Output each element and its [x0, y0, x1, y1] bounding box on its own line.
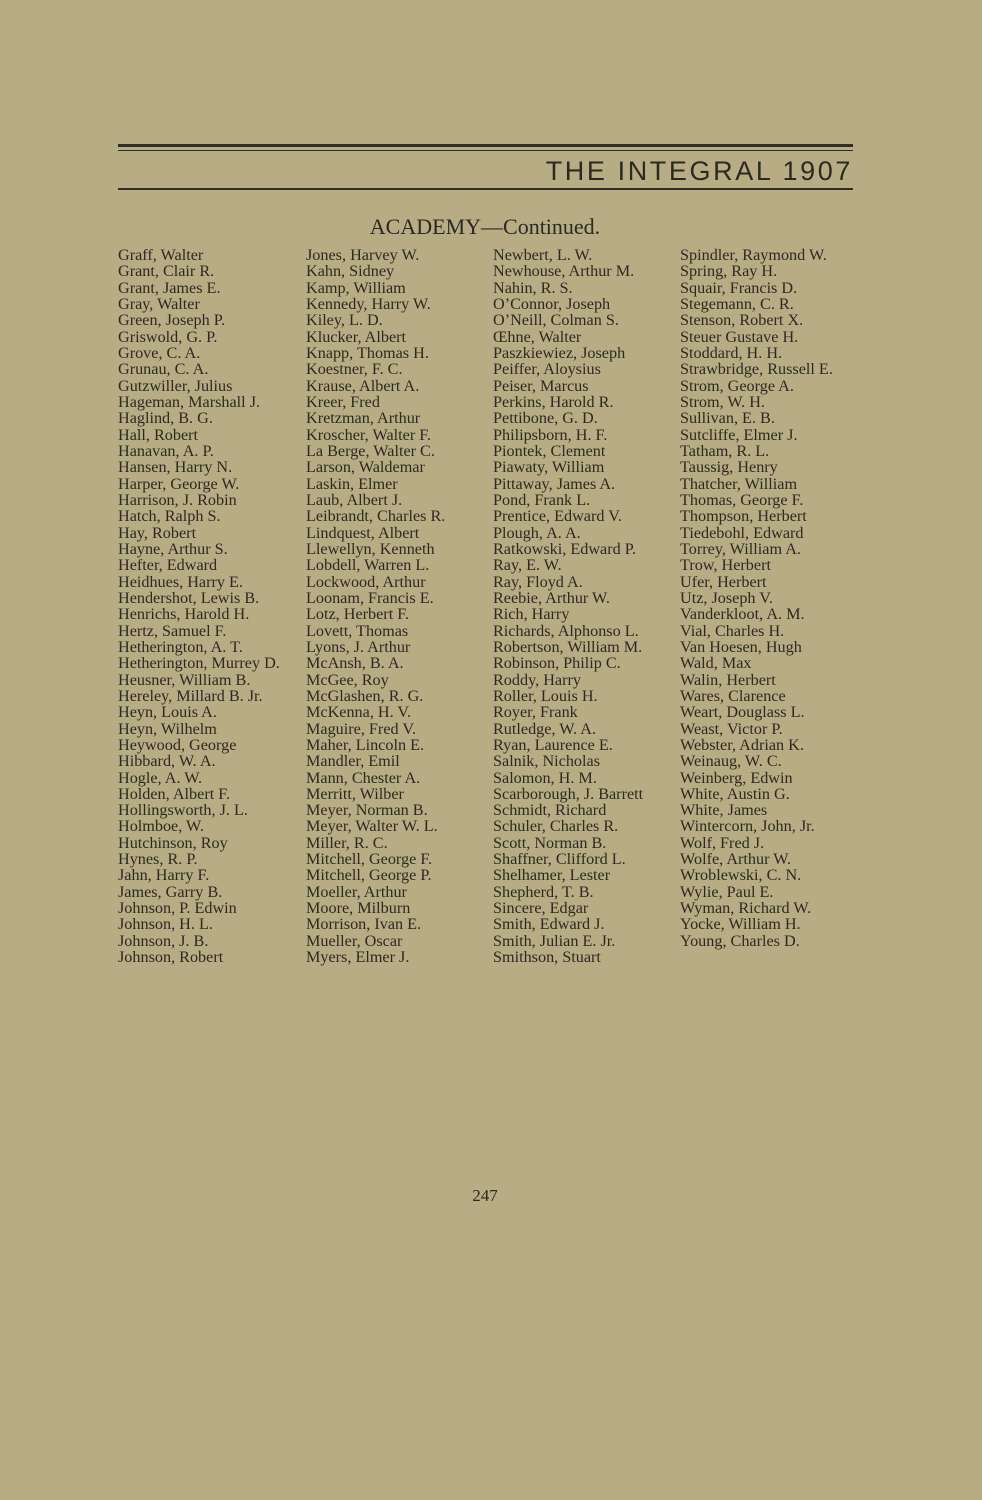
name-entry: Smith, Edward J. — [493, 915, 605, 934]
name-entry: Koestner, F. C. — [306, 360, 403, 379]
name-entry: Salnik, Nicholas — [493, 752, 601, 771]
name-entry: Pittaway, James A. — [493, 474, 616, 493]
name-entry: Plough, A. A. — [493, 523, 581, 542]
name-entry: Ryan, Laurence E. — [493, 735, 613, 754]
name-entry: Merritt, Wilber — [306, 784, 404, 803]
name-entry: Klucker, Albert — [306, 327, 407, 346]
name-entry: Harper, George W. — [118, 474, 240, 493]
name-entry: Mueller, Oscar — [306, 931, 403, 950]
name-entry: Weast, Victor P. — [680, 719, 783, 738]
name-entry: Kretzman, Arthur — [306, 409, 421, 428]
name-entry: McGee, Roy — [306, 670, 389, 689]
name-entry: Lindquest, Albert — [306, 523, 420, 542]
name-entry: Laskin, Elmer — [306, 474, 398, 493]
name-entry: Yocke, William H. — [680, 915, 801, 934]
name-entry: Utz, Joseph V. — [680, 588, 773, 607]
name-entry: Vanderkloot, A. M. — [680, 605, 805, 624]
name-entry: Robertson, William M. — [493, 637, 643, 656]
name-entry: Richards, Alphonso L. — [493, 621, 639, 640]
name-entry: Llewellyn, Kenneth — [306, 539, 435, 558]
name-entry: Sutcliffe, Elmer J. — [680, 425, 798, 444]
name-entry: Strom, George A. — [680, 376, 794, 395]
name-entry: Schuler, Charles R. — [493, 817, 619, 836]
name-entry: Torrey, William A. — [680, 539, 801, 558]
name-entry: Wyman, Richard W. — [680, 899, 812, 918]
name-entry: Jahn, Harry F. — [118, 866, 210, 885]
name-entry: Maguire, Fred V. — [306, 719, 417, 738]
name-entry: Lobdell, Warren L. — [306, 556, 430, 575]
name-entry: Stoddard, H. H. — [680, 343, 783, 362]
name-entry: Prentice, Edward V. — [493, 507, 622, 526]
name-entry: Mann, Chester A. — [306, 768, 421, 787]
name-entry: O’Connor, Joseph — [493, 294, 611, 313]
name-entry: Sincere, Edgar — [493, 899, 589, 918]
name-entry: Weart, Douglass L. — [680, 703, 805, 722]
name-entry: Ray, E. W. — [493, 556, 562, 575]
name-entry: Heyn, Louis A. — [118, 703, 217, 722]
name-entry: Roddy, Harry — [493, 670, 581, 689]
name-entry: Graff, Walter — [118, 246, 204, 264]
name-entry: Ray, Floyd A. — [493, 572, 583, 591]
name-entry: Ufer, Herbert — [680, 572, 767, 591]
name-entry: Krause, Albert A. — [306, 376, 420, 395]
name-entry: Morrison, Ivan E. — [306, 915, 422, 934]
name-entry: Shaffner, Clifford L. — [493, 850, 626, 869]
name-entry: Hynes, R. P. — [118, 850, 198, 869]
name-entry: Scott, Norman B. — [493, 833, 607, 852]
name-entry: Wylie, Paul E. — [680, 882, 774, 901]
name-entry: Laub, Albert J. — [306, 490, 403, 509]
page-number: 247 — [472, 1186, 498, 1205]
name-entry: Pond, Frank L. — [493, 490, 591, 509]
name-entry: Mitchell, George P. — [306, 866, 432, 885]
name-entry: James, Garry B. — [118, 882, 223, 901]
name-entry: Smith, Julian E. Jr. — [493, 931, 616, 950]
name-entry: Newbert, L. W. — [493, 246, 593, 264]
name-entry: La Berge, Walter C. — [306, 441, 435, 460]
name-entry: Piontek, Clement — [493, 441, 606, 460]
name-entry: Heusner, William B. — [118, 670, 251, 689]
name-entry: Hutchinson, Roy — [118, 833, 228, 852]
name-entry: Royer, Frank — [493, 703, 578, 722]
name-entry: Jones, Harvey W. — [306, 246, 420, 264]
name-entry: Kreer, Fred — [306, 392, 380, 411]
name-entry: Spindler, Raymond W. — [680, 246, 827, 264]
name-entry: Miller, R. C. — [306, 833, 388, 852]
name-entry: Salomon, H. M. — [493, 768, 597, 787]
name-entry: Tatham, R. L. — [680, 441, 770, 460]
name-entry: Weinberg, Edwin — [680, 768, 793, 787]
name-entry: Van Hoesen, Hugh — [680, 637, 802, 656]
name-entry: O’Neill, Colman S. — [493, 311, 619, 330]
name-entry: Strom, W. H. — [680, 392, 765, 411]
name-entry: Thompson, Herbert — [680, 507, 807, 526]
name-entry: Shelhamer, Lester — [493, 866, 611, 885]
name-entry: Smithson, Stuart — [493, 948, 601, 967]
name-entry: Myers, Elmer J. — [306, 948, 410, 967]
name-entry: Webster, Adrian K. — [680, 735, 804, 754]
name-entry: Grant, James E. — [118, 278, 221, 297]
name-entry: Hayne, Arthur S. — [118, 539, 228, 558]
name-entry: Shepherd, T. B. — [493, 882, 594, 901]
name-entry: Harrison, J. Robin — [118, 490, 237, 509]
name-entry: Wald, Max — [680, 654, 752, 673]
name-entry: Leibrandt, Charles R. — [306, 507, 446, 526]
name-entry: Hageman, Marshall J. — [118, 392, 261, 411]
section-heading: ACADEMY—Continued. — [369, 214, 601, 239]
name-entry: Thatcher, William — [680, 474, 798, 493]
name-entry: Hogle, A. W. — [118, 768, 203, 787]
name-entry: Paszkiewiez, Joseph — [493, 343, 626, 362]
name-entry: White, James — [680, 801, 768, 820]
name-entry: Roller, Louis H. — [493, 686, 598, 705]
name-entry: Johnson, J. B. — [118, 931, 209, 950]
name-entry: Holmboe, W. — [118, 817, 204, 836]
name-entry: Hanavan, A. P. — [118, 441, 214, 460]
name-entry: Kroscher, Walter F. — [306, 425, 432, 444]
name-entry: Wroblewski, C. N. — [680, 866, 802, 885]
name-entry: Heywood, George — [118, 735, 237, 754]
name-column-4 — [680, 247, 833, 949]
name-entry: Knapp, Thomas H. — [306, 343, 429, 362]
name-entry: Philipsborn, H. F. — [493, 425, 608, 444]
name-entry: Hay, Robert — [118, 523, 197, 542]
name-entry: Kennedy, Harry W. — [306, 294, 431, 313]
name-entry: Hertz, Samuel F. — [118, 621, 227, 640]
name-entry: Hibbard, W. A. — [118, 752, 216, 771]
name-entry: Grant, Clair R. — [118, 262, 215, 281]
name-entry: Hall, Robert — [118, 425, 199, 444]
name-entry: Lockwood, Arthur — [306, 572, 426, 591]
name-entry: Hatch, Ralph S. — [118, 507, 221, 526]
name-entry: Maher, Lincoln E. — [306, 735, 425, 754]
name-entry: Heyn, Wilhelm — [118, 719, 217, 738]
name-entry: McKenna, H. V. — [306, 703, 412, 722]
name-entry: Tiedebohl, Edward — [680, 523, 804, 542]
name-entry: Gray, Walter — [118, 294, 200, 313]
name-entry: Robinson, Philip C. — [493, 654, 621, 673]
name-entry: McAnsh, B. A. — [306, 654, 404, 673]
name-entry: Squair, Francis D. — [680, 278, 798, 297]
name-entry: Lyons, J. Arthur — [306, 637, 411, 656]
name-entry: Gutzwiller, Julius — [118, 376, 233, 395]
name-entry: Scarborough, J. Barrett — [493, 784, 644, 803]
name-entry: Lotz, Herbert F. — [306, 605, 409, 624]
name-entry: Wolfe, Arthur W. — [680, 850, 792, 869]
name-entry: Hefter, Edward — [118, 556, 218, 575]
name-entry: Larson, Waldemar — [306, 458, 425, 477]
name-entry: McGlashen, R. G. — [306, 686, 424, 705]
name-entry: Mandler, Emil — [306, 752, 400, 771]
name-entry: Lovett, Thomas — [306, 621, 409, 640]
name-entry: Henrichs, Harold H. — [118, 605, 250, 624]
name-entry: Grunau, C. A. — [118, 360, 209, 379]
name-entry: Pettibone, G. D. — [493, 409, 598, 428]
name-column-1 — [118, 247, 280, 965]
name-entry: Hetherington, Murrey D. — [118, 654, 280, 673]
name-entry: Rich, Harry — [493, 605, 570, 624]
name-entry: Hansen, Harry N. — [118, 458, 233, 477]
name-entry: Holden, Albert F. — [118, 784, 231, 803]
name-entry: Kiley, L. D. — [306, 311, 383, 330]
name-entry: Weinaug, W. C. — [680, 752, 782, 771]
name-entry: Wares, Clarence — [680, 686, 786, 705]
running-header-title: THE INTEGRAL 1907 — [545, 156, 853, 186]
name-entry: Johnson, P. Edwin — [118, 899, 237, 918]
name-entry: Œhne, Walter — [493, 327, 582, 346]
name-entry: Young, Charles D. — [680, 931, 800, 950]
name-entry: Spring, Ray H. — [680, 262, 778, 281]
header-underline-rule — [118, 188, 853, 190]
name-entry: Heidhues, Harry E. — [118, 572, 243, 591]
name-entry: Green, Joseph P. — [118, 311, 226, 330]
name-entry: Peiffer, Aloysius — [493, 360, 601, 379]
name-entry: Wolf, Fred J. — [680, 833, 765, 852]
name-entry: Reebie, Arthur W. — [493, 588, 610, 607]
name-entry: Nahin, R. S. — [493, 278, 573, 297]
name-column-2 — [306, 247, 445, 965]
name-entry: Moore, Milburn — [306, 899, 411, 918]
name-entry: Kamp, William — [306, 278, 406, 297]
name-entry: Kahn, Sidney — [306, 262, 395, 281]
name-entry: Steuer Gustave H. — [680, 327, 799, 346]
name-entry: Meyer, Norman B. — [306, 801, 428, 820]
name-entry: Haglind, B. G. — [118, 409, 213, 428]
name-entry: Schmidt, Richard — [493, 801, 607, 820]
name-entry: Johnson, H. L. — [118, 915, 213, 934]
header-double-rule-bottom — [118, 150, 853, 151]
name-entry: Mitchell, George F. — [306, 850, 433, 869]
name-entry: Wintercorn, John, Jr. — [680, 817, 815, 836]
name-entry: Strawbridge, Russell E. — [680, 360, 833, 379]
name-entry: Taussig, Henry — [680, 458, 778, 477]
name-entry: Hetherington, A. T. — [118, 637, 243, 656]
name-column-3 — [493, 247, 643, 965]
name-entry: Ratkowski, Edward P. — [493, 539, 636, 558]
name-entry: Sullivan, E. B. — [680, 409, 775, 428]
name-entry: Piawaty, William — [493, 458, 605, 477]
name-entry: Trow, Herbert — [680, 556, 771, 575]
name-entry: Thomas, George F. — [680, 490, 804, 509]
name-entry: Rutledge, W. A. — [493, 719, 596, 738]
name-entry: Vial, Charles H. — [680, 621, 785, 640]
name-entry: Moeller, Arthur — [306, 882, 407, 901]
name-entry: White, Austin G. — [680, 784, 790, 803]
name-entry: Walin, Herbert — [680, 670, 776, 689]
header-double-rule-top — [118, 144, 853, 147]
name-entry: Stegemann, C. R. — [680, 294, 794, 313]
name-entry: Perkins, Harold R. — [493, 392, 614, 411]
name-entry: Hendershot, Lewis B. — [118, 588, 260, 607]
name-entry: Johnson, Robert — [118, 948, 224, 967]
name-entry: Hollingsworth, J. L. — [118, 801, 248, 820]
name-entry: Peiser, Marcus — [493, 376, 589, 395]
name-entry: Stenson, Robert X. — [680, 311, 804, 330]
name-entry: Meyer, Walter W. L. — [306, 817, 438, 836]
name-entry: Hereley, Millard B. Jr. — [118, 686, 263, 705]
name-entry: Griswold, G. P. — [118, 327, 218, 346]
name-entry: Grove, C. A. — [118, 343, 201, 362]
name-entry: Loonam, Francis E. — [306, 588, 434, 607]
name-entry: Newhouse, Arthur M. — [493, 262, 635, 281]
